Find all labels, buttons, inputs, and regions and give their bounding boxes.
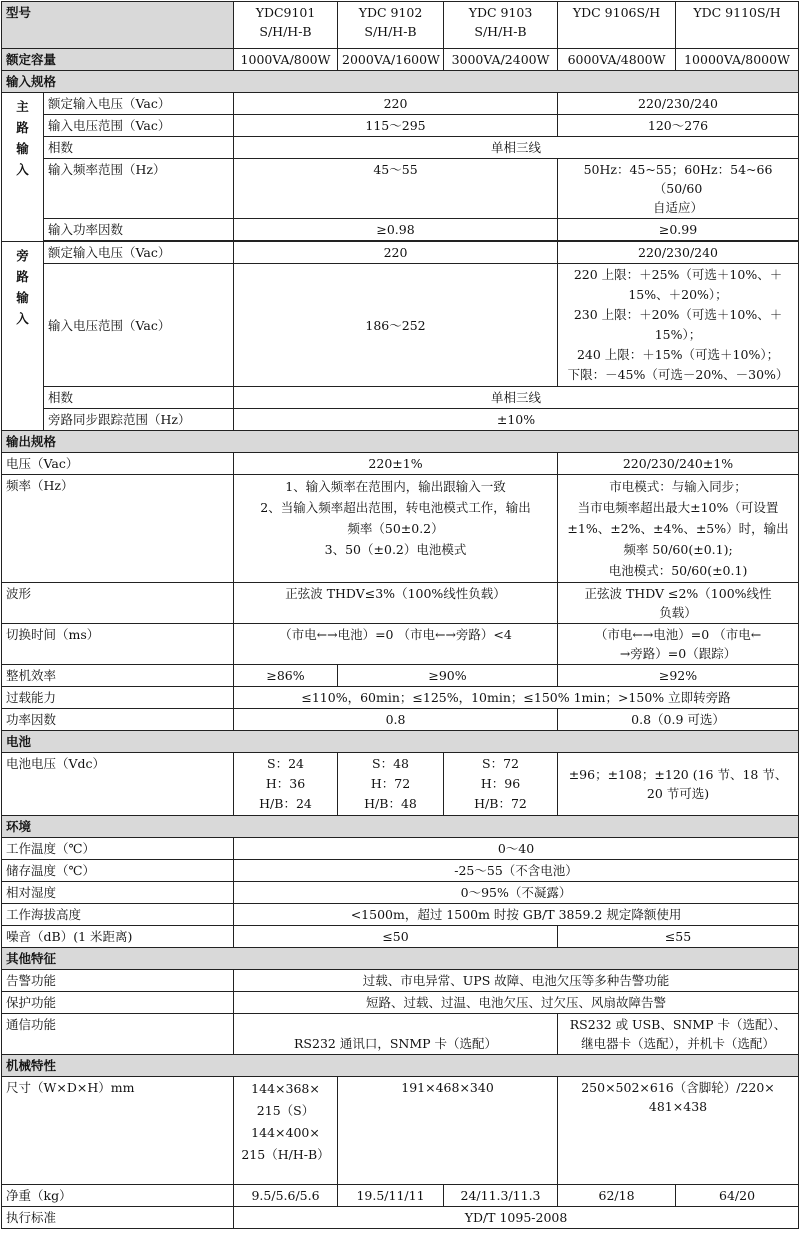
section-header-battery: 电池 [2,731,799,753]
cell-value: （市电←→电池）=0 （市电←→旁路）<4 [234,624,558,665]
row-label: 电池电压（Vdc） [2,753,234,816]
cell-value: ≤55 [558,926,799,948]
cell-value: ≤110%，60min；≤125%，10min；≤150% 1min；>150% 立即转旁路 [234,687,799,709]
capacity-label: 额定容量 [2,49,234,71]
row-label: 执行标准 [2,1207,234,1229]
bypass-rated-voltage-row [2,242,799,264]
env-row [2,838,799,860]
env-row [2,904,799,926]
comm-row [2,1014,799,1055]
cell-value: 120～276 [558,115,799,137]
capacity-value: 2000VA/1600W [338,49,444,71]
env-row [2,860,799,882]
main-voltage-range-row [2,115,799,137]
cell-value: 0～40 [234,838,799,860]
section-header-environment: 环境 [2,816,799,838]
section-header-mechanical: 机械特性 [2,1055,799,1077]
cell-value: 短路、过载、过温、电池欠压、过欠压、风扇故障告警 [234,992,799,1014]
row-label: 频率（Hz） [2,475,234,583]
output-overload-row [2,687,799,709]
row-label: 相数 [44,387,234,409]
cell-value: （市电←→电池）=0 （市电← →旁路）=0（跟踪） [558,624,799,665]
cell-value: ≤50 [234,926,558,948]
model-ydc9103: YDC 9103 S/H/H-B [444,2,558,49]
cell-value: 0.8（0.9 可选） [558,709,799,731]
section-header-other: 其他特征 [2,948,799,970]
size-row [2,1077,799,1185]
cell-value: S：48 H：72 H/B：48 [338,753,444,816]
cell-value: 正弦波 THDV≤3%（100%线性负载） [234,583,558,624]
model-ydc9101: YDC9101 S/H/H-B [234,2,338,49]
protection-row [2,992,799,1014]
noise-row [2,926,799,948]
section-header-output: 输出规格 [2,431,799,453]
row-label: 旁路同步跟踪范围（Hz） [44,409,234,431]
row-label: 整机效率 [2,665,234,687]
cell-value: 191×468×340 [338,1077,558,1185]
cell-value: 220 上限：＋25%（可选＋10%、＋ 15%、＋20%）； 230 上限：＋20%（可选＋10%、＋ 15%）； 240 上限：＋15%（可选＋10%）； 下限：－45%（可选－20%、－30%） [558,264,799,387]
row-label: 输入电压范围（Vac） [44,115,234,137]
cell-value: 144×368× 215（S） 144×400× 215（H/H-B） [234,1077,338,1185]
cell-value: ±96；±108；±120 (16 节、18 节、 20 节可选) [558,753,799,816]
cell-value: 19.5/11/11 [338,1185,444,1207]
row-label: 过载能力 [2,687,234,709]
cell-value: 9.5/5.6/5.6 [234,1185,338,1207]
cell-value: 0～95%（不凝露） [234,882,799,904]
cell-value: 220±1% [234,453,558,475]
row-label: 工作海拔高度 [2,904,234,926]
cell-value: 220 [234,242,558,264]
row-label: 告警功能 [2,970,234,992]
row-label: 输入电压范围（Vac） [44,264,234,387]
cell-value: ±10% [234,409,799,431]
cell-value: 250×502×616（含脚轮）/220× 481×438 [558,1077,799,1185]
battery-voltage-row [2,753,799,816]
output-power-factor-row [2,709,799,731]
main-power-factor-row [2,219,799,241]
cell-value: 单相三线 [234,387,799,409]
cell-value: ≥90% [338,665,558,687]
capacity-value: 6000VA/4800W [558,49,676,71]
main-rated-voltage-row [2,93,799,115]
row-label: 功率因数 [2,709,234,731]
cell-value: ≥92% [558,665,799,687]
cell-value: 220 [234,93,558,115]
model-label: 型号 [2,2,234,49]
cell-value: 市电模式：与输入同步； 当市电频率超出最大±10%（可设置 ±1%、±2%、±4%、±5%）时，输出 频率 50/60(±0.1); 电池模式：50/60(±0.1) [558,475,799,583]
row-label: 额定输入电压（Vac） [44,93,234,115]
cell-value: 220/230/240±1% [558,453,799,475]
output-efficiency-row [2,665,799,687]
cell-value: 45～55 [234,159,558,219]
model-ydc9110: YDC 9110S/H [676,2,799,49]
model-ydc9106: YDC 9106S/H [558,2,676,49]
cell-value: 1、输入频率在范围内，输出跟输入一致 2、当输入频率超出范围，转电池模式工作，输出 频率（50±0.2） 3、50（±0.2）电池模式 [234,475,558,583]
main-phase-row [2,137,799,159]
cell-value: 过载、市电异常、UPS 故障、电池欠压等多种告警功能 [234,970,799,992]
row-label: 保护功能 [2,992,234,1014]
row-label: 噪音（dB）(1 米距离) [2,926,234,948]
row-label: 工作温度（℃） [2,838,234,860]
output-waveform-row [2,583,799,624]
row-label: 储存温度（℃） [2,860,234,882]
ups-spec-table [1,1,799,1229]
row-label: 尺寸（W×D×H）mm [2,1077,234,1185]
row-label: 切换时间（ms） [2,624,234,665]
cell-value: 单相三线 [234,137,799,159]
row-label: 相对湿度 [2,882,234,904]
row-label: 额定输入电压（Vac） [44,242,234,264]
cell-value: 64/20 [676,1185,799,1207]
section-header-input: 输入规格 [2,71,799,93]
row-label: 净重（kg） [2,1185,234,1207]
output-transfer-time-row [2,624,799,665]
bypass-voltage-range-row [2,264,799,387]
bypass-phase-row [2,387,799,409]
cell-value: 115～295 [234,115,558,137]
capacity-value: 3000VA/2400W [444,49,558,71]
cell-value: 220/230/240 [558,242,799,264]
bypass-input-side-label: 旁 路 输 入 [2,242,44,431]
alarm-row [2,970,799,992]
row-label: 输入频率范围（Hz） [44,159,234,219]
cell-value: ≥0.99 [558,219,799,241]
model-header-row [2,2,799,49]
output-voltage-row [2,453,799,475]
row-label: 通信功能 [2,1014,234,1055]
cell-value: <1500m，超过 1500m 时按 GB/T 3859.2 规定降额使用 [234,904,799,926]
cell-value: 220/230/240 [558,93,799,115]
row-label: 相数 [44,137,234,159]
capacity-value: 1000VA/800W [234,49,338,71]
standard-row [2,1207,799,1229]
cell-value: 186～252 [234,264,558,387]
env-row [2,882,799,904]
cell-value: RS232 通讯口，SNMP 卡（选配） [234,1014,558,1055]
row-label: 电压（Vac） [2,453,234,475]
bypass-sync-range-row [2,409,799,431]
row-label: 波形 [2,583,234,624]
cell-value: 24/11.3/11.3 [444,1185,558,1207]
cell-value: RS232 或 USB、SNMP 卡（选配）、 继电器卡（选配），并机卡（选配） [558,1014,799,1055]
main-freq-range-row [2,159,799,219]
cell-value: ≥0.98 [234,219,558,241]
capacity-row [2,49,799,71]
cell-value: S：24 H：36 H/B：24 [234,753,338,816]
cell-value: 62/18 [558,1185,676,1207]
cell-value: 0.8 [234,709,558,731]
cell-value: YD/T 1095-2008 [234,1207,799,1229]
cell-value: S：72 H：96 H/B：72 [444,753,558,816]
output-frequency-row [2,475,799,583]
capacity-value: 10000VA/8000W [676,49,799,71]
model-ydc9102: YDC 9102 S/H/H-B [338,2,444,49]
cell-value: ≥86% [234,665,338,687]
cell-value: -25～55（不含电池） [234,860,799,882]
weight-row [2,1185,799,1207]
row-label: 输入功率因数 [44,219,234,241]
cell-value: 50Hz：45~55；60Hz：54~66（50/60 自适应） [558,159,799,219]
cell-value: 正弦波 THDV ≤2%（100%线性 负载） [558,583,799,624]
main-input-side-label: 主 路 输 入 [2,93,44,242]
